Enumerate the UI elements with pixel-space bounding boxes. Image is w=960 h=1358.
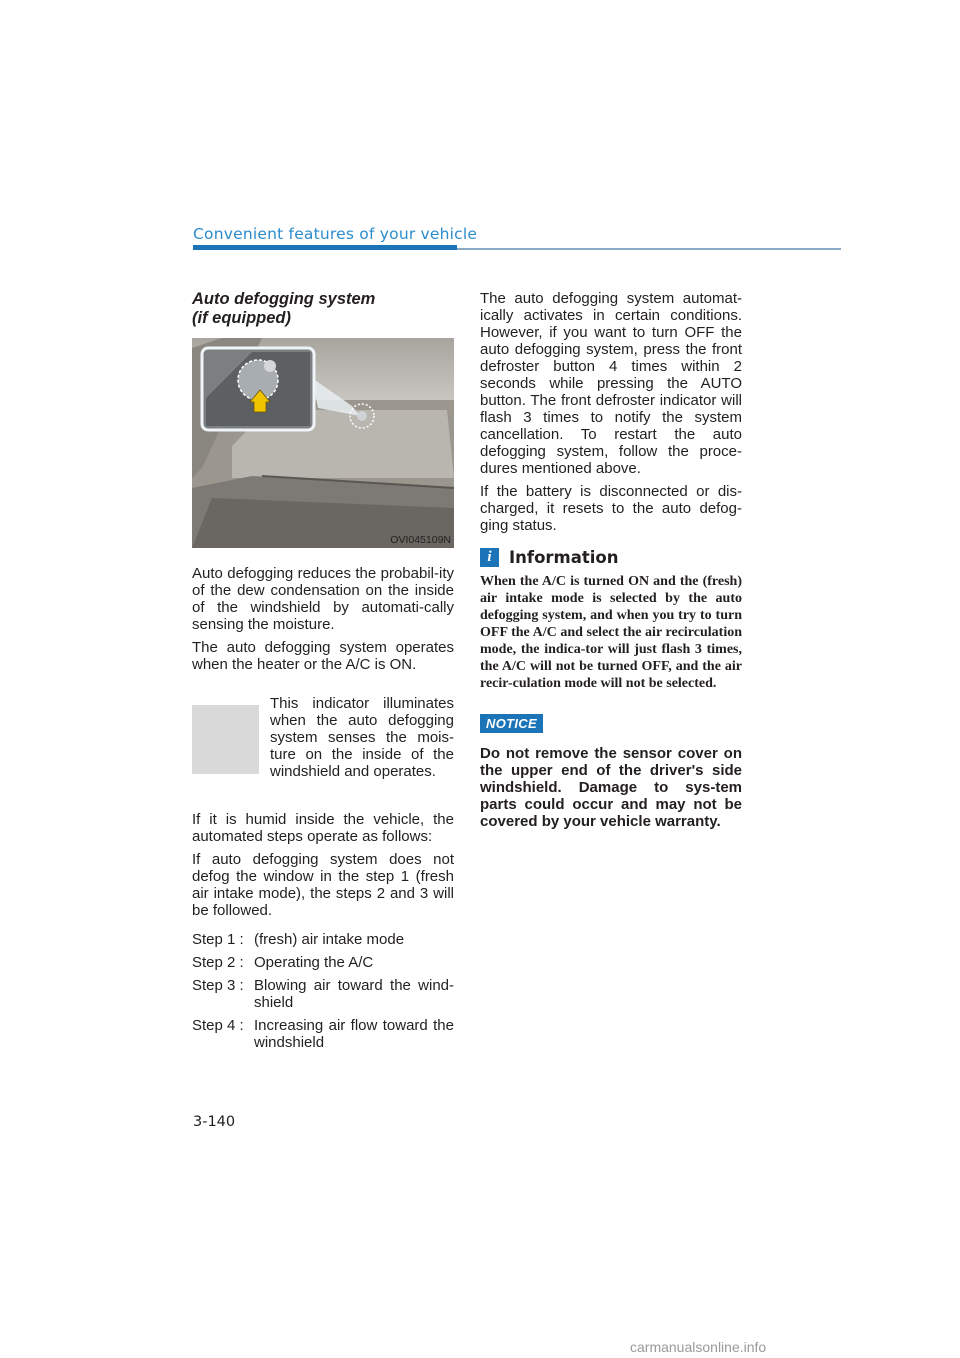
paragraph: The auto defogging system automat-ically activates in certain conditions. However, if you want to turn OFF the auto defogging system, press the front defroster button 4 times within 2 seconds while pressing the AUTO button. The front defroster indicator will flash 3 times to notify the system cancellation. To restart the auto defogging system, follow the proce-dures mentioned above.	[480, 290, 742, 477]
step-item	[192, 954, 454, 971]
step-label: Step 3 :	[192, 977, 244, 994]
windshield-sensor-figure	[192, 338, 454, 548]
information-header	[480, 548, 742, 567]
auto-defog-indicator-icon	[192, 705, 259, 774]
information-title: Information	[509, 548, 619, 567]
figure-code: OVI045109N	[390, 534, 451, 546]
step-label: Step 2 :	[192, 954, 244, 971]
step-item	[192, 977, 454, 1011]
information-body: When the A/C is turned ON and the (fresh) air intake mode is selected by the auto defogging system, and when you try to turn OFF the A/C and select the air recirculation mode, the indica-tor will just flash 3 times, the A/C will not be turned OFF, and the air recir-culation mode will not be selected.	[480, 574, 742, 691]
paragraph: The auto defogging system operates when the heater or the A/C is ON.	[192, 639, 454, 673]
page-number: 3-140	[193, 1114, 236, 1130]
left-column	[192, 290, 454, 1057]
watermark: carmanualsonline.info	[630, 1339, 767, 1355]
header-accent-bar	[193, 245, 457, 250]
indicator-description	[192, 695, 454, 797]
paragraph: If it is humid inside the vehicle, the automated steps operate as follows:	[192, 811, 454, 845]
notice-badge: NOTICE	[480, 714, 543, 733]
paragraph: If auto defogging system does not defog the window in the step 1 (fresh air intake mode), the steps 2 and 3 will be followed.	[192, 851, 454, 919]
paragraph: Auto defogging reduces the probabil-ity of the dew condensation on the inside of the windshield by automati-cally sensing the moisture.	[192, 565, 454, 633]
right-column	[480, 290, 742, 830]
header-rule	[457, 248, 841, 250]
notice-body: Do not remove the sensor cover on the upper end of the driver's side windshield. Damage to sys-tem parts could occur and may not be covered by your vehicle warranty.	[480, 745, 742, 830]
step-text: Increasing air flow toward the windshield	[254, 1017, 454, 1051]
section-title-line2: (if equipped)	[192, 309, 291, 327]
section-title	[192, 290, 454, 328]
paragraph: If the battery is disconnected or dis-charged, it resets to the auto defog-ging status.	[480, 483, 742, 534]
info-icon: i	[480, 548, 499, 567]
step-text: Blowing air toward the wind-shield	[254, 977, 454, 1011]
indicator-text: This indicator illuminates when the auto defogging system senses the mois-ture on the inside of the windshield and operates.	[270, 695, 454, 780]
step-label: Step 1 :	[192, 931, 244, 948]
windshield-illustration	[192, 338, 454, 548]
section-title-line1: Auto defogging system	[192, 290, 376, 308]
step-label: Step 4 :	[192, 1017, 244, 1034]
step-text: Operating the A/C	[254, 954, 374, 971]
steps-list	[192, 931, 454, 1051]
step-text: (fresh) air intake mode	[254, 931, 405, 948]
header-section-title: Convenient features of your vehicle	[193, 225, 478, 243]
step-item	[192, 1017, 454, 1051]
step-item	[192, 931, 454, 948]
